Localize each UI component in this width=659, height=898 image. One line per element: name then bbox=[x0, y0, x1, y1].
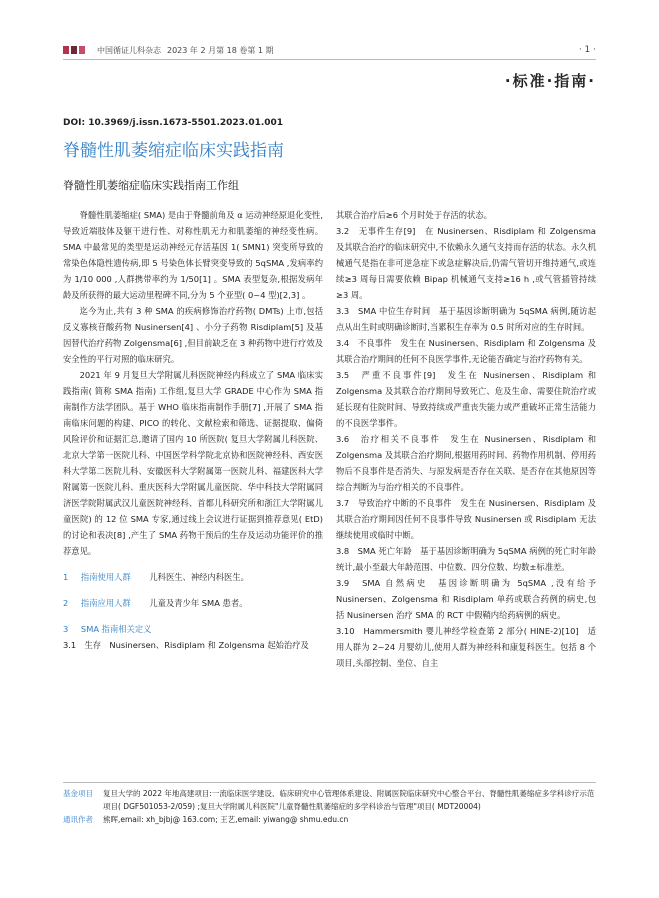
correspondence-text[interactable]: 熊晖,email: xh_bjbj@ 163.com; 王艺,email: yiwang@ shmu.edu.cn bbox=[103, 815, 349, 824]
journal-name: 中国循证儿科杂志 bbox=[97, 45, 161, 55]
definition-item: 3.7 导致治疗中断的不良事件 发生在 Nusinersen、Risdiplam 及其联合治疗期间因任何不良事件导致 Nusinersen 或 Risdiplam 无法继续使用或临时中断。 bbox=[336, 498, 596, 540]
definition-item: 3.10 Hammersmith 婴儿神经学检查第 2 部分( HINE-2)[10] 适用人群为 2~24 月婴幼儿,使用人群为神经科和康复科医生。包括 8 个项目,头部控制、坐位、自主 bbox=[336, 626, 596, 668]
definition-item: 3.4 不良事件 发生在 Nusinersen、Risdiplam 和 Zolgensma 及其联合治疗期间的任何不良医学事件,无论能否确定与治疗药物有关。 bbox=[336, 338, 596, 364]
section-heading-1 bbox=[63, 569, 323, 585]
definition-item: 3.8 SMA 死亡年龄 基于基因诊断明确为 5qSMA 病例的死亡时年龄统计,最小至最大年龄范围、中位数、四分位数、均数±标准差。 bbox=[336, 546, 596, 572]
paragraph: 迄今为止,共有 3 种 SMA 的疾病修饰治疗药物( DMTs) 上市,包括反义寡核苷酸药物 Nusinersen[4] 、小分子药物 Risdiplam[5] 及基因替代治疗药物 Zolgensma[6] ,但目前缺乏在 3 种药物中进行疗效及安全性的平行对照的临床研究。 bbox=[63, 306, 323, 364]
doi[interactable]: DOI: 10.3969/j.issn.1673-5501.2023.01.001 bbox=[63, 118, 284, 128]
left-column bbox=[63, 207, 323, 653]
paragraph: 其联合治疗后≥6 个月时处于存活的状态。 bbox=[336, 210, 492, 220]
correspondence-label: 通讯作者 bbox=[63, 815, 93, 824]
definition-item: 3.1 生存 Nusinersen、Risdiplam 和 Zolgensma 起始治疗及 bbox=[63, 640, 309, 650]
journal-logo-icon bbox=[63, 45, 91, 55]
section-heading-3 bbox=[63, 621, 323, 637]
issue-info: 2023 年 2 月第 18 卷第 1 期 bbox=[167, 45, 274, 55]
funding-row bbox=[63, 787, 596, 813]
section-tag: ·标准·指南· bbox=[504, 72, 596, 90]
section-number: 2 bbox=[63, 598, 69, 608]
section-label: SMA 指南相关定义 bbox=[80, 624, 152, 634]
correspondence-row bbox=[63, 813, 596, 826]
right-column bbox=[336, 207, 596, 671]
section-number: 3 bbox=[63, 624, 69, 634]
section-content: 儿童及青少年 SMA 患者。 bbox=[149, 598, 248, 608]
definition-item: 3.5 严重不良事件[9] 发生在 Nusinersen、Risdiplam 和 Zolgensma 及其联合治疗期间导致死亡、危及生命、需要住院治疗或延长现有住院时间、导致持续或严重丧失能力或严重破坏正常生活能力的不良医学事件。 bbox=[336, 370, 596, 428]
section-number: 1 bbox=[63, 572, 69, 582]
definition-item: 3.6 治疗相关不良事件 发生在 Nusinersen、Risdiplam 和 Zolgensma 及其联合治疗期间,根据用药时间、药物作用机制、停用药物后不良事件是否消失、与原发病是否存在关联、是否存在其他原因等综合判断为与治疗相关的不良事件。 bbox=[336, 434, 596, 492]
paragraph: 脊髓性肌萎缩症( SMA) 是由于脊髓前角及 α 运动神经原退化变性,导致近端肢体及躯干进行性、对称性肌无力和肌萎缩的神经变性病。SMA 中最常见的类型是运动神经元存活基因 1( SMN1) 突变所导致的常染色体隐性遗传病,即 5 号染色体长臂突变导致的 5qSMA ,发病率约为 1/10 000 ,人群携带率约为 1/50[1] 。SMA 表型复杂,根据发病年龄及所获得的最大运动里程碑不同,分为 5 个亚型( 0~4 型)[2,3] 。 bbox=[63, 210, 323, 300]
paragraph: 2021 年 9 月复旦大学附属儿科医院神经内科成立了 SMA 临床实践指南( 简称 SMA 指南) 工作组,复旦大学 GRADE 中心作为 SMA 指南制作方法学团队。基于 WHO 临床指南制作手册[7] ,开展了 SMA 指南临床问题的构建、PICO 的转化、文献检索和筛选、证据提取、偏倚风险评价和证据汇总,邀请了国内 10 所医院( 复旦大学附属儿科医院、北京大学第一医院儿科、中国医学科学院北京协和医院神经科、西安医科大学第二医院儿科、安徽医科大学附属第一医院儿科、福建医科大学附属第一医院儿科、重庆医科大学附属儿童医院、华中科技大学附属同济医学院附属武汉儿童医院神经科、首都儿科研究所和浙江大学附属儿童医院) 的 12 位 SMA 专家,通过线上会议进行证据到推荐意见( EtD) 的讨论和表决[8] ,产生了 SMA 药物干预后的生存及运动功能评价的推荐意见。 bbox=[63, 370, 323, 556]
funding-text: 复旦大学的 2022 年地高建项目:一流临床医学建设、临床研究中心管理体系建设、附属医院临床研究中心整合平台、脊髓性肌萎缩症多学科诊疗示范项目( DGF501053-2/059) ;复旦大学附属儿科医院"儿童脊髓性肌萎缩症的多学科诊治与管理"项目( MDT20004) bbox=[103, 789, 595, 811]
section-label: 指南使用人群 bbox=[80, 572, 131, 582]
funding-label: 基金项目 bbox=[63, 789, 93, 798]
article-title: 脊髓性肌萎缩症临床实践指南 bbox=[63, 141, 284, 161]
definition-item: 3.3 SMA 中位生存时间 基于基因诊断明确为 5qSMA 病例,随访起点从出生时或明确诊断时,当累积生存率为 0.5 时所对应的生存时间。 bbox=[336, 306, 596, 332]
page-number: · 1 · bbox=[578, 45, 596, 55]
definition-item: 3.2 无事件生存[9] 在 Nusinersen、Risdiplam 和 Zolgensma 及其联合治疗的临床研究中,不依赖永久通气支持而存活的状态。永久机械通气是指在非可逆急症下或急症解决后,仍需气管切开维持通气,或连续≥3 周每日需要依赖 Bipap 机械通气支持≥16 h ,或气管插管持续≥3 周。 bbox=[336, 226, 596, 300]
header-divider bbox=[63, 59, 596, 60]
running-header bbox=[63, 43, 596, 57]
section-content: 儿科医生、神经内科医生。 bbox=[149, 572, 249, 582]
author-group: 脊髓性肌萎缩症临床实践指南工作组 bbox=[63, 179, 239, 192]
section-heading-2 bbox=[63, 595, 323, 611]
footnotes bbox=[63, 787, 596, 826]
footer-divider bbox=[63, 782, 596, 783]
section-label: 指南应用人群 bbox=[80, 598, 131, 608]
definition-item: 3.9 SMA 自然病史 基因诊断明确为 5qSMA ,没有给予 Nusinersen、Zolgensma 和 Risdiplam 单药或联合药例的病史,包括 Nusinersen 治疗 SMA 的 RCT 中假鞘内给药病例的病史。 bbox=[336, 578, 596, 620]
